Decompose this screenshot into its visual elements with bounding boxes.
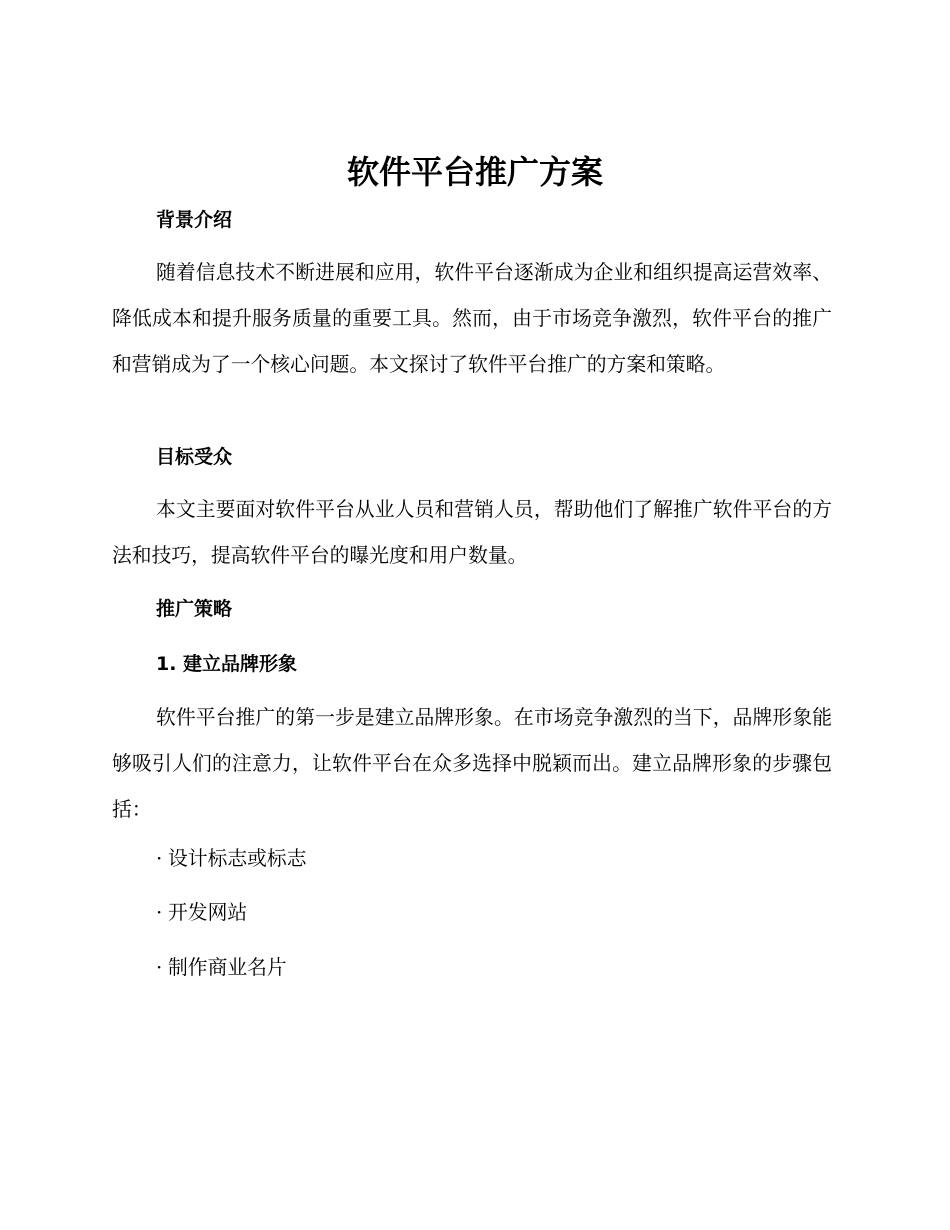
audience-paragraph: 本文主要面对软件平台从业人员和营销人员，帮助他们了解推广软件平台的方法和技巧，提高软件平台的曝光度和用户数量。 bbox=[112, 498, 832, 567]
background-paragraph: 随着信息技术不断进展和应用，软件平台逐渐成为企业和组织提高运营效率、降低成本和提升服务质量的重要工具。然而，由于市场竞争激烈，软件平台的推广和营销成为了一个核心问题。本文探讨了软件平台推广的方案和策略。 bbox=[112, 261, 832, 376]
list-item-text: 开发网站 bbox=[168, 901, 248, 924]
document-title: 软件平台推广方案 bbox=[346, 153, 603, 191]
list-item-text: 设计标志或标志 bbox=[168, 847, 307, 870]
list-item-text: 制作商业名片 bbox=[168, 956, 287, 979]
section-heading-background: 背景介绍 bbox=[156, 209, 233, 231]
subsection-heading-brand: 1. 建立品牌形象 bbox=[156, 653, 298, 675]
section-heading-strategy: 推广策略 bbox=[156, 598, 233, 620]
list-item bbox=[156, 954, 287, 982]
list-item bbox=[156, 899, 247, 927]
bullet-marker: · bbox=[156, 901, 163, 924]
strategy-paragraph: 软件平台推广的第一步是建立品牌形象。在市场竞争激烈的当下，品牌形象能够吸引人们的注意力，让软件平台在众多选择中脱颖而出。建立品牌形象的步骤包括： bbox=[112, 706, 832, 821]
list-item bbox=[156, 845, 306, 873]
section-heading-audience: 目标受众 bbox=[156, 446, 233, 468]
bullet-marker: · bbox=[156, 956, 163, 979]
bullet-marker: · bbox=[156, 847, 163, 870]
